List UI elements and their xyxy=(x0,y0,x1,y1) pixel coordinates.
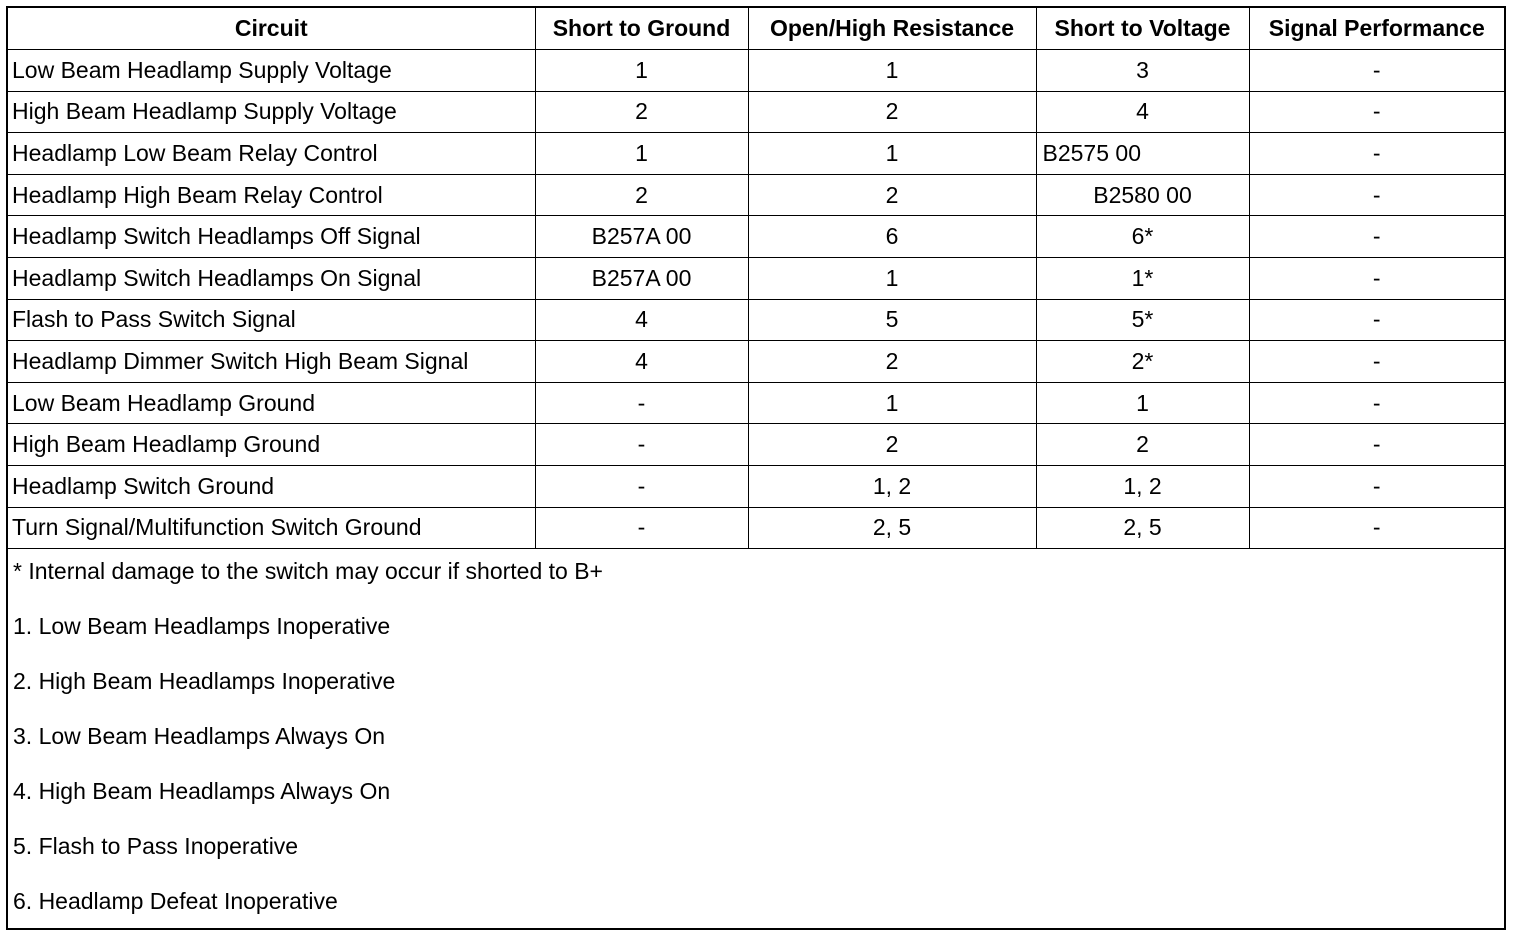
short-to-voltage-cell: 6* xyxy=(1036,216,1249,258)
short-to-ground-cell: 4 xyxy=(535,299,748,341)
table-row xyxy=(8,299,1504,341)
signal-performance-cell: - xyxy=(1249,341,1504,383)
short-to-voltage-cell: B2580 00 xyxy=(1036,174,1249,216)
short-to-voltage-cell: 3 xyxy=(1036,50,1249,92)
short-to-voltage-cell: 1* xyxy=(1036,258,1249,300)
short-to-ground-cell: 1 xyxy=(535,133,748,175)
table-row xyxy=(8,466,1504,508)
short-to-ground-cell: 4 xyxy=(535,341,748,383)
note-1: 1. Low Beam Headlamps Inoperative xyxy=(13,613,391,640)
note-3: 3. Low Beam Headlamps Always On xyxy=(13,723,386,750)
open-high-resistance-cell: 6 xyxy=(748,216,1036,258)
open-high-resistance-cell: 1, 2 xyxy=(748,466,1036,508)
short-to-voltage-cell: B2575 00 xyxy=(1036,133,1249,175)
table-row xyxy=(8,91,1504,133)
circuit-name-cell: Flash to Pass Switch Signal xyxy=(8,299,535,341)
open-high-resistance-cell: 2, 5 xyxy=(748,507,1036,549)
short-to-ground-cell: B257A 00 xyxy=(535,216,748,258)
signal-performance-cell: - xyxy=(1249,424,1504,466)
signal-performance-cell: - xyxy=(1249,507,1504,549)
short-to-ground-cell: - xyxy=(535,507,748,549)
diagnostic-table-sheet xyxy=(6,6,1506,930)
circuit-name-cell: Headlamp Switch Ground xyxy=(8,466,535,508)
note-6: 6. Headlamp Defeat Inoperative xyxy=(13,888,338,915)
short-to-ground-cell: - xyxy=(535,382,748,424)
signal-performance-cell: - xyxy=(1249,382,1504,424)
short-to-ground-cell: 2 xyxy=(535,91,748,133)
short-to-voltage-cell: 5* xyxy=(1036,299,1249,341)
table-row xyxy=(8,507,1504,549)
open-high-resistance-cell: 2 xyxy=(748,341,1036,383)
circuit-name-cell: High Beam Headlamp Supply Voltage xyxy=(8,91,535,133)
signal-performance-cell: - xyxy=(1249,174,1504,216)
note-5: 5. Flash to Pass Inoperative xyxy=(13,833,299,860)
signal-performance-cell: - xyxy=(1249,133,1504,175)
open-high-resistance-cell: 2 xyxy=(748,174,1036,216)
column-header-signal-performance: Signal Performance xyxy=(1249,8,1504,50)
table-row xyxy=(8,174,1504,216)
note-2: 2. High Beam Headlamps Inoperative xyxy=(13,668,396,695)
footnote-asterisk: * Internal damage to the switch may occur if shorted to B+ xyxy=(13,558,603,585)
column-header-short-to-voltage: Short to Voltage xyxy=(1036,8,1249,50)
circuit-name-cell: Headlamp Low Beam Relay Control xyxy=(8,133,535,175)
circuit-fault-table xyxy=(8,8,1504,549)
table-row xyxy=(8,341,1504,383)
note-4: 4. High Beam Headlamps Always On xyxy=(13,778,391,805)
table-row xyxy=(8,424,1504,466)
column-header-short-to-ground: Short to Ground xyxy=(535,8,748,50)
open-high-resistance-cell: 2 xyxy=(748,91,1036,133)
short-to-voltage-cell: 1, 2 xyxy=(1036,466,1249,508)
circuit-name-cell: Headlamp Switch Headlamps On Signal xyxy=(8,258,535,300)
circuit-name-cell: Headlamp Dimmer Switch High Beam Signal xyxy=(8,341,535,383)
column-header-circuit: Circuit xyxy=(8,8,535,50)
open-high-resistance-cell: 5 xyxy=(748,299,1036,341)
signal-performance-cell: - xyxy=(1249,50,1504,92)
open-high-resistance-cell: 1 xyxy=(748,382,1036,424)
circuit-name-cell: Low Beam Headlamp Supply Voltage xyxy=(8,50,535,92)
short-to-voltage-cell: 2* xyxy=(1036,341,1249,383)
open-high-resistance-cell: 1 xyxy=(748,258,1036,300)
short-to-ground-cell: 1 xyxy=(535,50,748,92)
open-high-resistance-cell: 1 xyxy=(748,133,1036,175)
short-to-ground-cell: - xyxy=(535,424,748,466)
short-to-voltage-cell: 4 xyxy=(1036,91,1249,133)
circuit-name-cell: Headlamp High Beam Relay Control xyxy=(8,174,535,216)
short-to-voltage-cell: 2, 5 xyxy=(1036,507,1249,549)
table-row xyxy=(8,258,1504,300)
short-to-voltage-cell: 2 xyxy=(1036,424,1249,466)
short-to-ground-cell: B257A 00 xyxy=(535,258,748,300)
signal-performance-cell: - xyxy=(1249,258,1504,300)
short-to-ground-cell: 2 xyxy=(535,174,748,216)
table-notes xyxy=(8,549,1504,940)
signal-performance-cell: - xyxy=(1249,216,1504,258)
circuit-name-cell: Turn Signal/Multifunction Switch Ground xyxy=(8,507,535,549)
open-high-resistance-cell: 1 xyxy=(748,50,1036,92)
circuit-name-cell: Low Beam Headlamp Ground xyxy=(8,382,535,424)
table-row xyxy=(8,216,1504,258)
table-row xyxy=(8,50,1504,92)
signal-performance-cell: - xyxy=(1249,91,1504,133)
column-header-open-high-resistance: Open/High Resistance xyxy=(748,8,1036,50)
circuit-name-cell: High Beam Headlamp Ground xyxy=(8,424,535,466)
signal-performance-cell: - xyxy=(1249,299,1504,341)
short-to-voltage-cell: 1 xyxy=(1036,382,1249,424)
open-high-resistance-cell: 2 xyxy=(748,424,1036,466)
short-to-ground-cell: - xyxy=(535,466,748,508)
signal-performance-cell: - xyxy=(1249,466,1504,508)
table-header-row xyxy=(8,8,1504,50)
circuit-name-cell: Headlamp Switch Headlamps Off Signal xyxy=(8,216,535,258)
table-row xyxy=(8,133,1504,175)
table-row xyxy=(8,382,1504,424)
